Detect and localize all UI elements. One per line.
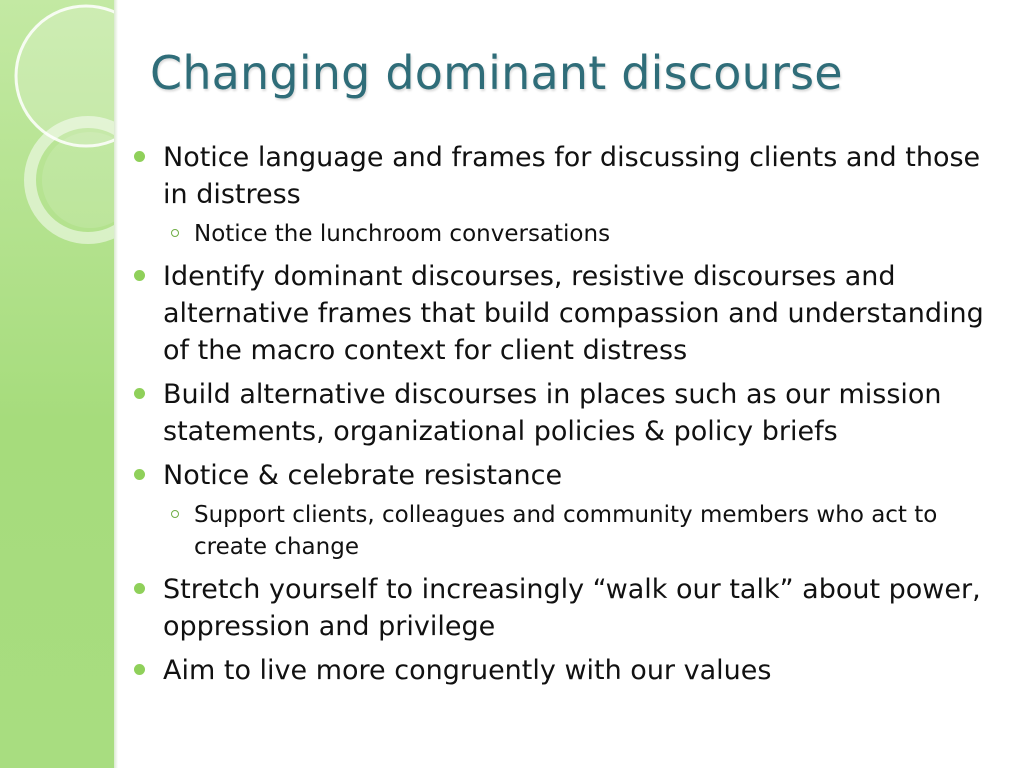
bullet-text: Identify dominant discourses, resistive discourses and alternative frames that build compassion and understanding of the macro context for client distress [163, 261, 984, 366]
slide-title: Changing dominant discourse [150, 46, 843, 100]
sub-bullet-item [132, 499, 1012, 563]
bullet-item [132, 652, 1012, 689]
sub-bullet-text: Notice the lunchroom conversations [194, 221, 611, 247]
bullet-item [132, 139, 1012, 213]
inner-circle-fill [42, 132, 114, 228]
sub-bullet-ring-icon [171, 510, 179, 518]
bullet-dot-icon [134, 664, 145, 675]
sub-bullet-item [132, 218, 1012, 250]
bullet-text: Aim to live more congruently with our values [163, 655, 772, 686]
bullet-text: Notice language and frames for discussing clients and those in distress [163, 142, 981, 210]
side-band-shadow [114, 0, 118, 768]
decorative-side-band [0, 0, 114, 768]
bullet-item [132, 376, 1012, 450]
bullet-text: Build alternative discourses in places such as our mission statements, organizational policies & policy briefs [163, 379, 942, 447]
bullet-text: Notice & celebrate resistance [163, 460, 563, 491]
sub-bullet-text: Support clients, colleagues and community members who act to create change [194, 502, 938, 560]
bullet-dot-icon [134, 270, 145, 281]
bullet-list [132, 139, 1012, 696]
bullet-dot-icon [134, 583, 145, 594]
bullet-dot-icon [134, 388, 145, 399]
sub-bullet-ring-icon [171, 229, 179, 237]
bullet-text: Stretch yourself to increasingly “walk our talk” about power, oppression and privilege [163, 574, 981, 642]
decorative-circles [0, 0, 114, 768]
bullet-item [132, 571, 1012, 645]
bullet-dot-icon [134, 469, 145, 480]
bullet-dot-icon [134, 151, 145, 162]
bullet-item [132, 258, 1012, 369]
bullet-item [132, 457, 1012, 494]
